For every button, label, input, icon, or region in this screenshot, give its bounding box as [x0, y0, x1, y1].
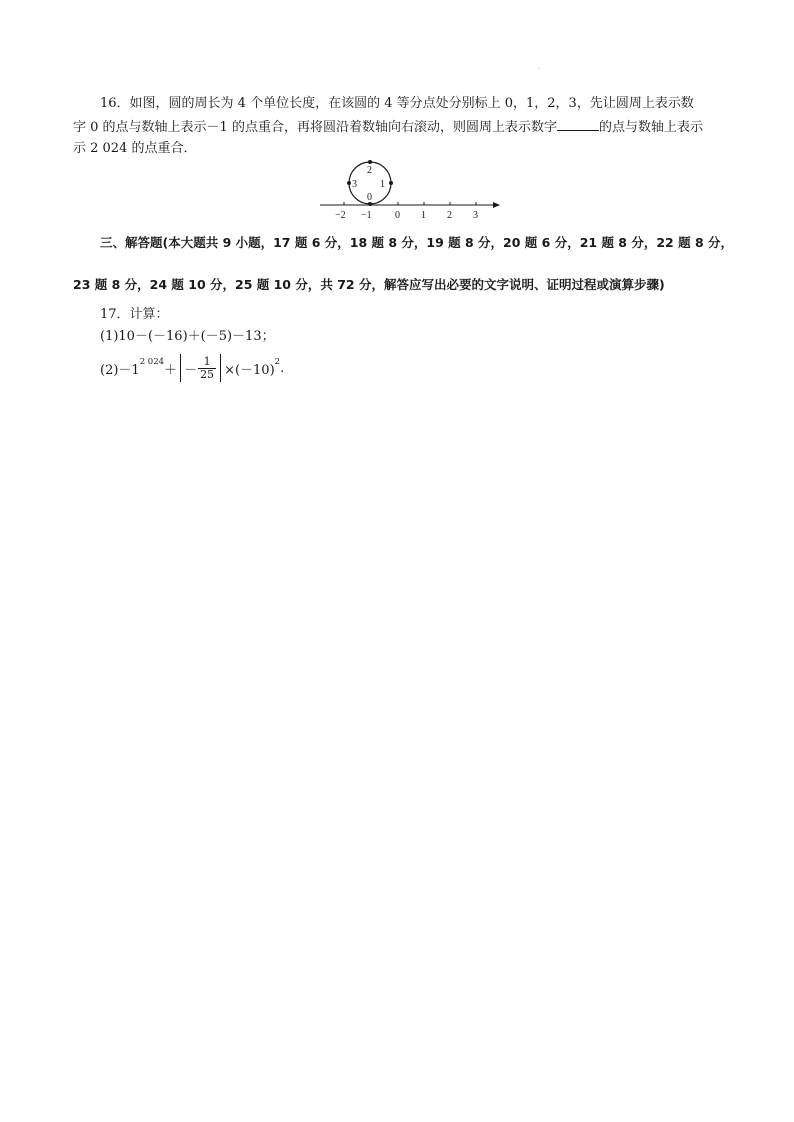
fraction-numerator: 1 [203, 354, 211, 368]
part2-exponent: 2 024 [139, 357, 165, 367]
circle-point-1 [389, 181, 393, 185]
q17-title: 17．计算： [100, 307, 169, 322]
q16-line2-after: 的点与数轴上表示 [598, 120, 703, 135]
part2-times: ×(－10) [224, 362, 275, 378]
tick-label-3: 3 [473, 210, 478, 221]
tick-label-minus1: −1 [361, 210, 372, 221]
abs-bar-right [220, 354, 221, 382]
q16-line1: 16．如图，圆的周长为 4 个单位长度，在该圆的 4 等分点处分别标上 0，1，2，3，先让圆周上表示数 [100, 96, 694, 111]
part2-power: 2 [274, 357, 281, 367]
circle-point-2 [368, 160, 372, 164]
q16-line3: 示 2 024 的点重合． [73, 141, 197, 156]
circle-label-3: 3 [352, 179, 357, 190]
fraction [198, 356, 216, 381]
circle-point-3 [347, 181, 351, 185]
part2-plus: ＋ [164, 362, 178, 378]
part2-abs-sign: － [184, 362, 198, 378]
tick-label-2: 2 [447, 210, 452, 221]
q17-part1: (1)10－(－16)＋(－5)－13； [100, 329, 275, 344]
abs-bar-left [180, 354, 181, 382]
axis-arrow-icon [493, 202, 500, 208]
part2-prefix: (2)－1 [100, 362, 140, 378]
q17-part2 [100, 352, 284, 384]
tick-label-0: 0 [395, 210, 400, 221]
q16-line2-before: 字 0 的点与数轴上表示－1 的点重合，再将圆沿着数轴向右滚动，则圆周上表示数字 [73, 120, 557, 135]
circle-label-0: 0 [367, 192, 372, 203]
circle-label-2: 2 [367, 165, 372, 176]
fraction-denominator: 25 [200, 367, 215, 381]
circle-label-1: 1 [380, 179, 385, 190]
part2-end: . [280, 360, 285, 376]
tick-label-minus2: −2 [335, 210, 346, 221]
circle-number-line-figure [316, 156, 506, 222]
q16-line2 [73, 118, 703, 136]
tick-label-1: 1 [421, 210, 426, 221]
scan-dot: · [538, 66, 540, 73]
answer-blank[interactable] [557, 118, 599, 131]
section3-heading-line1: 三、解答题(本大题共 9 小题，17 题 6 分，18 题 8 分，19 题 8 分，20 题 6 分，21 题 8 分，22 题 8 分， [100, 235, 734, 250]
section3-heading-line2: 23 题 8 分，24 题 10 分，25 题 10 分，共 72 分，解答应写出必要的文字说明、证明过程或演算步骤) [73, 277, 665, 292]
